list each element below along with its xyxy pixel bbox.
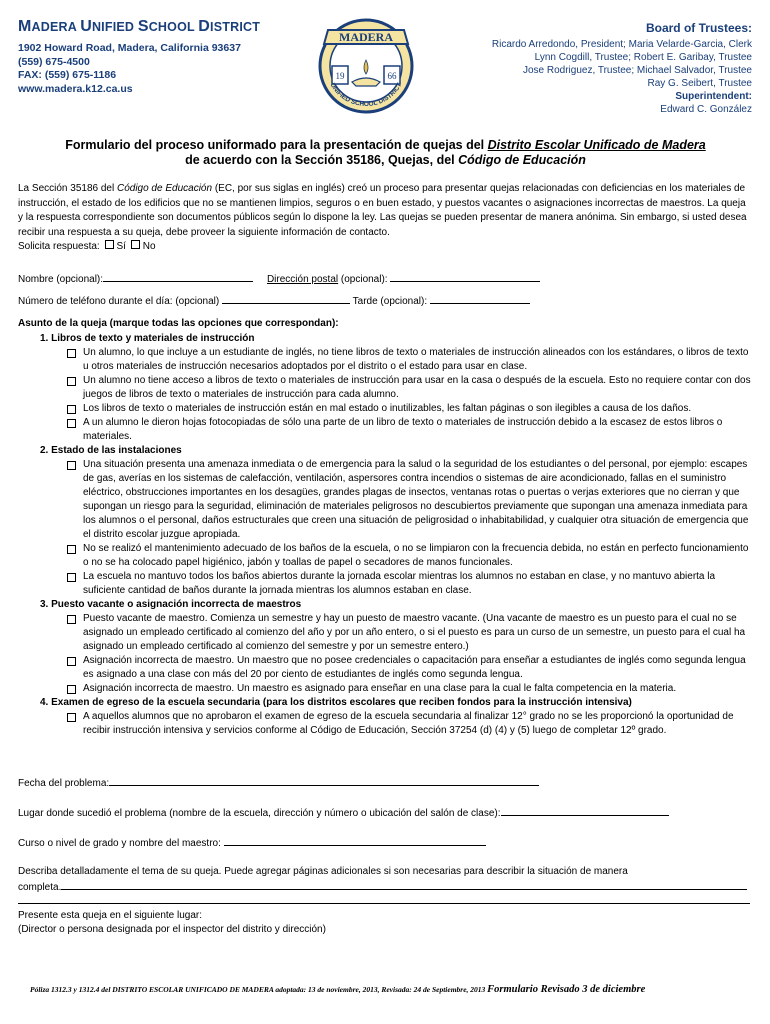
- trustees-line: Ricardo Arredondo, President; Maria Velarde-Garcia, Clerk: [491, 39, 752, 50]
- title-text: Formulario del proceso uniformado para la presentación de quejas del: [65, 138, 488, 152]
- form-title: [18, 138, 753, 168]
- option-text: A un alumno le dieron hojas fotocopiadas de sólo una parte de un libro de texto o materiales de instrucción debido a la escasez de estos libros o materiales.: [83, 417, 723, 442]
- present-to-label: Presente esta queja en el siguiente lugar:: [18, 910, 203, 921]
- district-contact: [18, 42, 241, 96]
- option-item: [18, 682, 756, 696]
- fax: FAX: (559) 675-1186: [18, 69, 117, 81]
- no-label: No: [142, 241, 156, 252]
- category-facilities: 2. Estado de las instalaciones: [40, 445, 182, 456]
- superintendent-name: Edward C. González: [660, 104, 752, 115]
- option-text: No se realizó el mantenimiento adecuado de los baños de la escuela, o no se limpiaron con la frecuencia debida, no están en perfecto funcionamiento o no se ha colocado papel higiénico, jabón y toallas de papel o secadores de manos funcionales.: [83, 543, 749, 568]
- org-initial: D: [198, 18, 211, 35]
- description-field-line[interactable]: [61, 880, 747, 890]
- intro-code: Código de Educación: [116, 183, 213, 194]
- describe-complete-row: [18, 880, 747, 893]
- response-no-checkbox[interactable]: [131, 240, 140, 249]
- option-item: [18, 710, 756, 738]
- org-initial: S: [137, 18, 149, 35]
- footer-revision: Formulario Revisado 3 de diciembre: [487, 984, 646, 995]
- description-field-line[interactable]: [18, 903, 750, 904]
- phone: (559) 675-4500: [18, 55, 90, 68]
- footer-policy: Póliza 1312.3 y 1312.4 del DISTRITO ESCOLAR UNIFICADO DE MADERA adoptada: 13 de noviembre, 2013, Revisada: 24 de Septiembre, 2013: [30, 985, 486, 994]
- seal-title: MADERA: [339, 30, 393, 44]
- org-initial: M: [18, 18, 32, 35]
- option-checkbox[interactable]: [67, 377, 76, 386]
- category-textbooks: 1. Libros de texto y materiales de instrucción: [40, 333, 255, 344]
- board-of-trustees: [412, 22, 752, 116]
- trustees-title: Board of Trustees:: [645, 21, 752, 35]
- subject-heading: Asunto de la queja (marque todas las opciones que correspondan):: [18, 318, 339, 329]
- option-item: [18, 654, 756, 682]
- complete-label: completa.: [18, 882, 62, 893]
- describe-row: [18, 866, 628, 877]
- option-text: Un alumno, lo que incluye a un estudiante de inglés, no tiene libros de texto o materiales de instrucción alineados con los estándares, o libros de texto u otros materiales de instrucción necesarios adoptados por el distrito o el estado para usar en clase.: [83, 347, 749, 372]
- option-item: [18, 612, 756, 654]
- category-exit-exam: 4. Examen de egreso de la escuela secundaria (para los distritos escolares que reciben fondos para la instrucción intensiva): [40, 697, 632, 708]
- seal-bottom-text: UNIFIED SCHOOL DISTRICT: [328, 81, 404, 109]
- director-label: (Director o persona designada por el inspector del distrito y dirección): [18, 924, 326, 935]
- option-checkbox[interactable]: [67, 713, 76, 722]
- intro-text: (EC, por sus siglas en inglés) creó un proceso para presentar quejas relacionadas con deficiencias en los materiales de instrucción, el estado de los edificios que no se mantienen limpios, seguros o en buen estado, y puestos vacantes o asignaciones incorrectas de maestros. La queja y la respuesta correspondiente son documentos públicos según lo dispone la ley. Las quejas se pueden presentar de manera anónima. Sin embargo, si usted desea recibir una respuesta a su queja, debe proveer la siguiente información de contacto.: [18, 183, 747, 238]
- problem-date-row: [18, 776, 539, 789]
- option-checkbox[interactable]: [67, 419, 76, 428]
- option-checkbox[interactable]: [67, 461, 76, 470]
- district-name: [18, 18, 260, 36]
- evening-field[interactable]: [430, 294, 530, 304]
- phone-field[interactable]: [222, 294, 350, 304]
- response-label: Solicita respuesta:: [18, 241, 100, 252]
- response-yes-checkbox[interactable]: [105, 240, 114, 249]
- intro-paragraph: [18, 182, 753, 255]
- title-district: Distrito Escolar Unificado de Madera: [487, 138, 706, 152]
- name-row: [18, 272, 540, 285]
- grade-teacher-row: [18, 836, 486, 849]
- problem-date-label: Fecha del problema:: [18, 778, 110, 789]
- postal-address-field[interactable]: [390, 272, 540, 282]
- org-word: ISTRICT: [210, 20, 261, 34]
- title-subtext: de acuerdo con la Sección 35186, Quejas, del: [185, 153, 459, 167]
- yes-label: Sí: [116, 241, 126, 252]
- phone-label: Número de teléfono durante el día: (opcional): [18, 296, 220, 307]
- superintendent-label: Superintendent:: [675, 91, 752, 102]
- option-text: Puesto vacante de maestro. Comienza un semestre y hay un puesto de maestro vacante. (Una vacante de maestro es un puesto para el cual no se asignado un empleado certificado al comienzo del año y por un año entero, o si el puesto es para un curso de un semestre, un puesto para el cual ha asignado un empleado certificado al comienzo del semestre y por un semestre entero.): [83, 613, 746, 652]
- location-label: Lugar donde sucedió el problema (nombre de la escuela, dirección y número o ubicación del salón de clase):: [18, 808, 501, 819]
- option-item: [18, 416, 756, 444]
- org-word: CHOOL: [148, 20, 199, 34]
- evening-label: Tarde (opcional):: [352, 296, 428, 307]
- district-seal-logo: [312, 8, 420, 120]
- intro-text: La Sección 35186 del: [18, 183, 117, 194]
- option-checkbox[interactable]: [67, 685, 76, 694]
- problem-date-field[interactable]: [109, 776, 539, 786]
- location-row: [18, 806, 669, 819]
- option-checkbox[interactable]: [67, 349, 76, 358]
- option-text: Una situación presenta una amenaza inmediata o de emergencia para la salud o la seguridad de los estudiantes o del personal, por ejemplo: escapes de gas, averías en los sistemas de calefacción, ventilación, aspersores contra incendios o sistemas de aire acondicionado, fallas en el suministro eléctrico, obstrucciones importantes en los desagües, grandes plagas de insectos, ventanas rotas o puertas o verjas exteriores que no cierran y que supongan un riesgo para la seguridad, eliminación de materiales peligrosos no descubiertos previamente que supongan una amenaza inmediata para los alumnos o el personal, daños estructurales que creen una situación de peligrosidad o inhabitabilidad, y cualquier otra situación de emergencia que el distrito escolar juzgue apropiada.: [83, 459, 749, 540]
- name-field[interactable]: [103, 272, 253, 282]
- option-item: [18, 402, 756, 416]
- grade-teacher-field[interactable]: [224, 836, 486, 846]
- org-word: NIFIED: [91, 20, 138, 34]
- option-checkbox[interactable]: [67, 573, 76, 582]
- trustees-line: Ray G. Seibert, Trustee: [647, 78, 752, 89]
- footer: [30, 984, 645, 995]
- option-checkbox[interactable]: [67, 615, 76, 624]
- org-word: ADERA: [31, 20, 81, 34]
- option-checkbox[interactable]: [67, 657, 76, 666]
- category-teacher-vacancy: 3. Puesto vacante o asignación incorrecta de maestros: [40, 599, 302, 610]
- website: www.madera.k12.ca.us: [18, 82, 133, 95]
- complaint-options: [18, 332, 756, 738]
- option-text: La escuela no mantuvo todos los baños abiertos durante la jornada escolar mientras los alumnos no estaban en clase, y no mantuvo abierta la suficiente cantidad de baños durante la jornada mientras los alumnos estaban en clase.: [83, 571, 716, 596]
- option-checkbox[interactable]: [67, 405, 76, 414]
- option-checkbox[interactable]: [67, 545, 76, 554]
- postal-optional-label: (opcional):: [338, 274, 388, 285]
- seal-year-right: 66: [387, 71, 397, 81]
- option-item: [18, 374, 756, 402]
- option-item: [18, 542, 756, 570]
- trustees-line: Lynn Cogdill, Trustee; Robert E. Garibay, Trustee: [534, 52, 752, 63]
- seal-year-left: 19: [335, 71, 345, 81]
- option-item: [18, 570, 756, 598]
- phone-row: [18, 294, 530, 307]
- title-code: Código de Educación: [458, 153, 586, 167]
- trustees-line: Jose Rodriguez, Trustee; Michael Salvador, Trustee: [522, 65, 752, 76]
- option-text: Un alumno no tiene acceso a libros de texto o materiales de instrucción para usar en la casa o después de la escuela. Esto no requiere contar con dos juegos de libros de texto o materiales de instrucción para cada alumno.: [83, 375, 751, 400]
- option-item: [18, 346, 756, 374]
- option-text: Los libros de texto o materiales de instrucción están en mal estado o inutilizables, les faltan páginas o son ilegibles a causa de los daños.: [83, 403, 692, 414]
- org-initial: U: [80, 18, 92, 35]
- option-item: [18, 458, 756, 542]
- present-to-row: [18, 910, 202, 921]
- option-text: Asignación incorrecta de maestro. Un maestro es asignado para enseñar en una clase para la cual le falta competencia en la materia.: [83, 683, 677, 694]
- director-row: [18, 924, 326, 935]
- location-field[interactable]: [501, 806, 669, 816]
- address: 1902 Howard Road, Madera, California 93637: [18, 42, 241, 54]
- option-text: Asignación incorrecta de maestro. Un maestro que no posee credenciales o capacitación para enseñar a estudiantes de inglés como segunda lengua es asignado a una clase con más del 20 por ciento de estudiantes de inglés como segunda lengua.: [83, 655, 746, 680]
- grade-teacher-label: Curso o nivel de grado y nombre del maestro:: [18, 838, 221, 849]
- name-label: Nombre (opcional):: [18, 274, 104, 285]
- postal-address-label: Dirección postal: [266, 274, 339, 285]
- option-text: A aquellos alumnos que no aprobaron el examen de egreso de la escuela secundaria al finalizar 12° grado no se les proporcionó la oportunidad de recibir instrucción intensiva y servicios conforme al Código de Educación, Sección 37254 (d) (4) y (5) luego de completar 12º grado.: [83, 711, 734, 736]
- describe-label: Describa detalladamente el tema de su queja. Puede agregar páginas adicionales si son necesarias para describir la situación de manera: [18, 866, 628, 877]
- response-request: [18, 240, 753, 255]
